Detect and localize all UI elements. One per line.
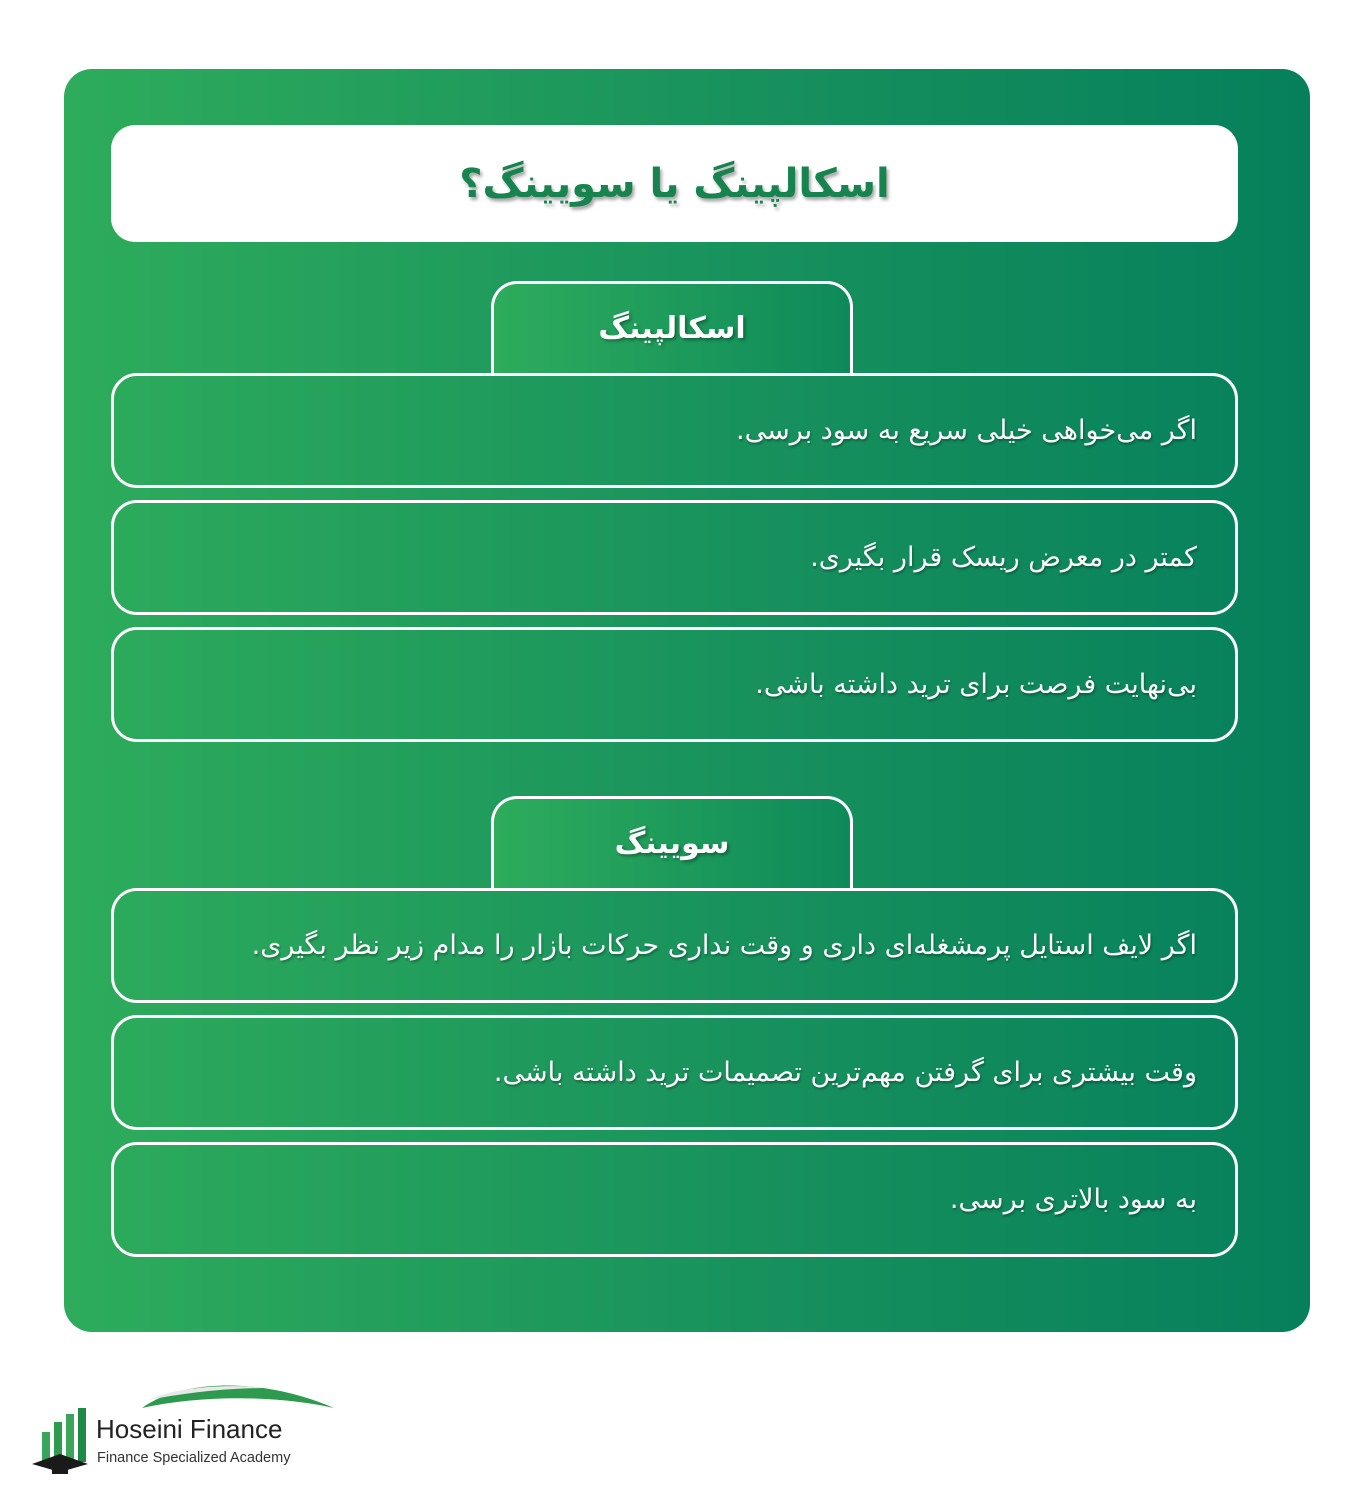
list-item xyxy=(111,888,1238,1003)
list-item-text: اگر می‌خواهی خیلی سریع به سود برسی. xyxy=(736,415,1197,446)
brand-name: Hoseini Finance xyxy=(96,1414,283,1444)
section-label: سویینگ xyxy=(614,826,730,861)
section-tab-scalping xyxy=(491,281,853,373)
section-tab-swing xyxy=(491,796,853,888)
title-box xyxy=(111,125,1238,242)
list-item xyxy=(111,1142,1238,1257)
list-item xyxy=(111,1015,1238,1130)
section-label: اسکالپینگ xyxy=(598,311,746,346)
list-item xyxy=(111,500,1238,615)
info-card xyxy=(64,69,1310,1332)
page-title: اسکالپینگ یا سویینگ؟ xyxy=(459,160,890,207)
brand-tagline: Finance Specialized Academy xyxy=(97,1450,291,1466)
list-item-text: بی‌نهایت فرصت برای ترید داشته باشی. xyxy=(755,669,1197,700)
list-item-text: به سود بالاتری برسی. xyxy=(949,1184,1197,1215)
list-item xyxy=(111,373,1238,488)
list-item-text: کمتر در معرض ریسک قرار بگیری. xyxy=(810,542,1197,573)
list-item-text: وقت بیشتری برای گرفتن مهم‌ترین تصمیمات ترید داشته باشی. xyxy=(493,1057,1197,1088)
list-item-text: اگر لایف استایل پرمشغله‌ای داری و وقت نداری حرکات بازار را مدام زیر نظر بگیری. xyxy=(251,930,1197,961)
list-item xyxy=(111,627,1238,742)
